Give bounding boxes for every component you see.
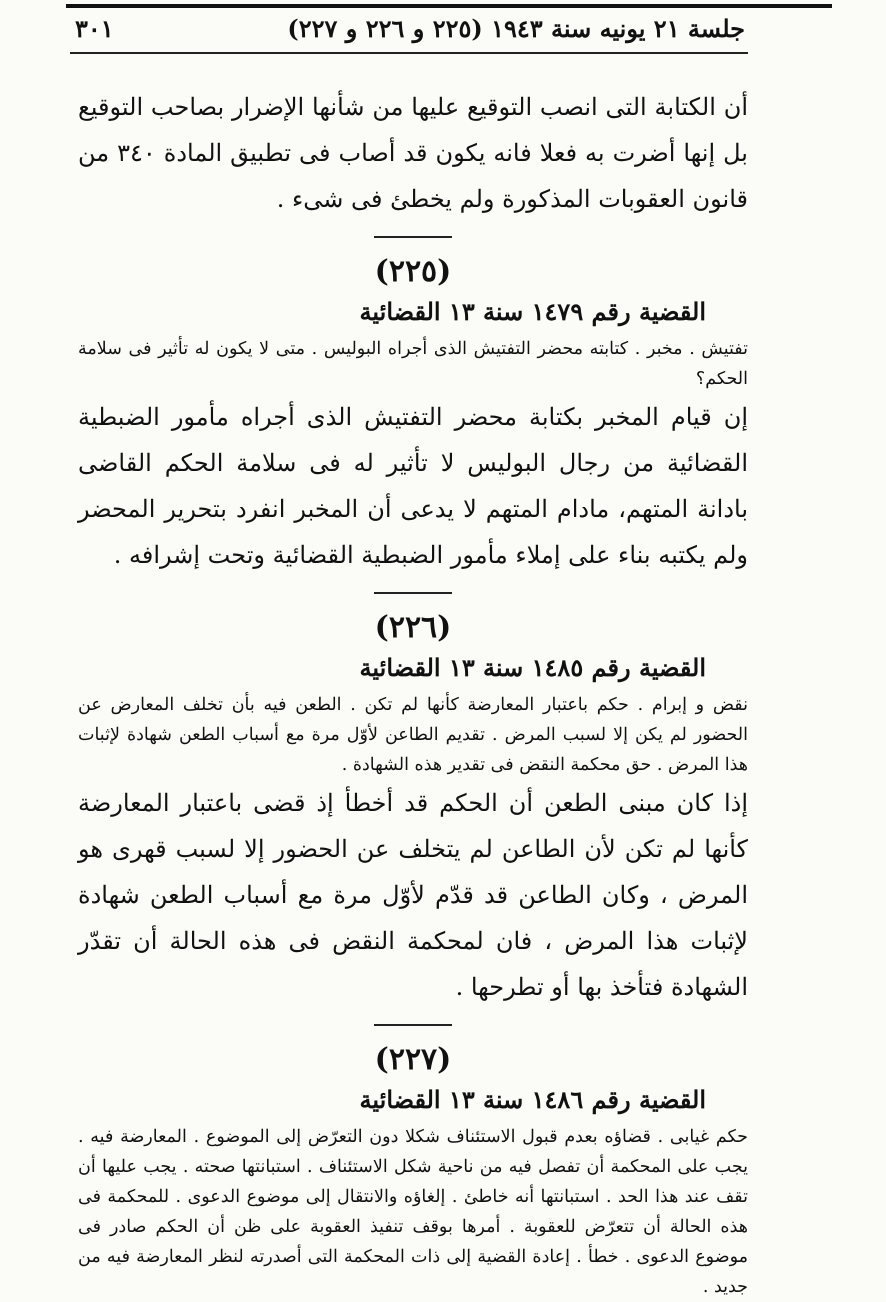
section-227 [78, 1024, 748, 1302]
case-body: إذا كان مبنى الطعن أن الحكم قد أخطأ إذ قضى باعتبار المعارضة كأنها لم تكن لأن الطاعن لم يتخلف عن الحضور إلا لسبب قهرى هو المرض ، وكان الطاعن قد قدّم لأوّل مرة مع أسباب الطعن شهادة لإثبات هذا المرض ، فان لمحكمة النقض فى هذه الحالة أن تقدّر الشهادة فتأخذ بها أو تطرحها . [78, 789, 748, 1001]
section-separator [374, 592, 452, 594]
section-number: (٢٢٥) [374, 254, 452, 289]
case-keywords: نقض و إبرام . حكم باعتبار المعارضة كأنها لم تكن . الطعن فيه بأن تخلف المعارض عن الحضور لم يكن إلا لسبب المرض . تقديم الطاعن لأوّل مرة مع أسباب الطعن شهادة لإثبات هذا المرض . حق محكمة النقض فى تقدير هذه الشهادة . [78, 695, 748, 775]
section-separator [374, 236, 452, 238]
page-number: ٣٠١ [75, 14, 114, 43]
section-226 [78, 592, 748, 1010]
header-title: جلسة ٢١ يونيه سنة ١٩٤٣ (٢٢٥ و ٢٢٦ و ٢٢٧) [287, 14, 745, 43]
case-keywords: تفتيش . مخبر . كتابته محضر التفتيش الذى أجراه البوليس . متى لا يكون له تأثير فى سلامة الحكم؟ [78, 339, 748, 389]
case-heading: القضية رقم ١٤٧٩ سنة ١٣ القضائية [359, 297, 706, 326]
page-header [75, 14, 745, 50]
section-number: (٢٢٦) [374, 610, 452, 645]
case-heading: القضية رقم ١٤٨٥ سنة ١٣ القضائية [359, 653, 706, 682]
section-separator [374, 1024, 452, 1026]
page-body [78, 84, 748, 1302]
top-rule [66, 4, 832, 8]
case-body: إن قيام المخبر بكتابة محضر التفتيش الذى أجراه مأمور الضبطية القضائية من رجال البوليس لا تأثير له فى سلامة الحكم القاضى بادانة المتهم، مادام المتهم لا يدعى أن المخبر انفرد بتحرير المحضر ولم يكتبه بناء على إملاء مأمور الضبطية القضائية وتحت إشرافه . [78, 403, 748, 569]
case-keywords: حكم غيابى . قضاؤه بعدم قبول الاستئناف شكلا دون التعرّض إلى الموضوع . المعارضة فيه . يجب على المحكمة أن تفصل فيه من ناحية شكل الاستئناف . استبانتها صحته . يجب عليها أن تقف عند هذا الحد . استبانتها أنه خاطئ . إلغاؤه والانتقال إلى موضوع الدعوى . للمحكمة فى هذه الحالة أن تتعرّض للعقوبة . أمرها بوقف تنفيذ العقوبة على ظن أن الحكم صادر فى موضوع الدعوى . خطأ . إعادة القضية إلى ذات المحكمة التى أصدرته لنظر المعارضة فيه من جديد . [78, 1127, 748, 1297]
header-rule [70, 52, 748, 54]
section-225 [78, 236, 748, 578]
section-number: (٢٢٧) [374, 1042, 452, 1077]
intro-paragraph: أن الكتابة التى انصب التوقيع عليها من شأنها الإضرار بصاحب التوقيع بل إنها أضرت به فعلا فانه يكون قد أصاب فى تطبيق المادة ٣٤٠ من قانون العقوبات المذكورة ولم يخطئ فى شىء . [78, 93, 748, 213]
case-heading: القضية رقم ١٤٨٦ سنة ١٣ القضائية [359, 1085, 706, 1114]
